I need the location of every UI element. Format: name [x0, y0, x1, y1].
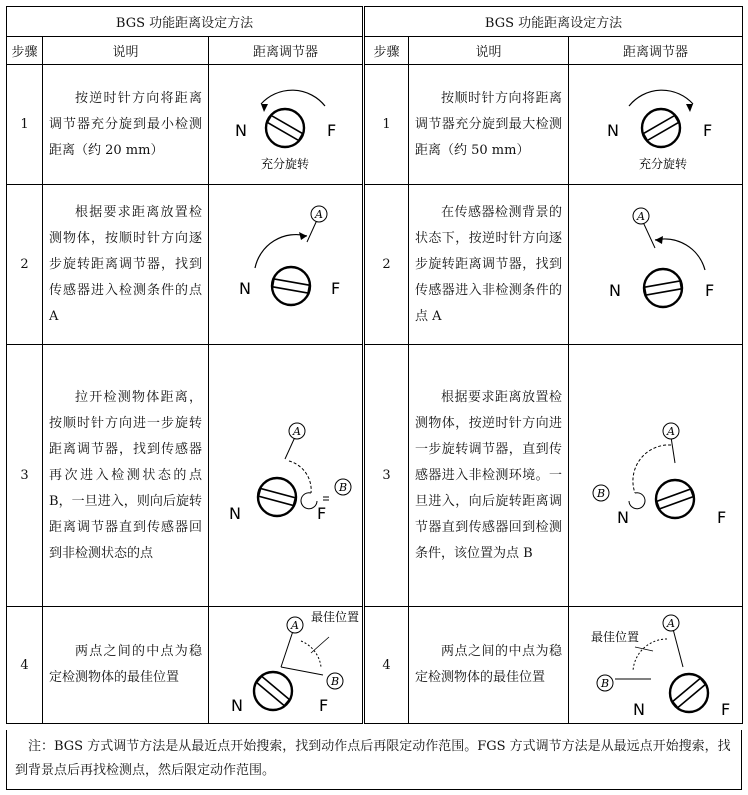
- distance-adjuster-figure: [569, 345, 743, 607]
- step-number: 1: [7, 65, 43, 185]
- table-row: [7, 185, 363, 345]
- distance-adjuster-figure: [569, 607, 743, 724]
- near-label: N: [632, 700, 645, 719]
- right-header-adjuster: 距离调节器: [569, 37, 743, 65]
- step-description: 在传感器检测背景的状态下，按逆时针方向逐步旋转距离调节器，找到传感器进入非检测条件的点 A: [409, 185, 569, 345]
- knob-diagram: [211, 190, 361, 340]
- left-header-desc: 说明: [43, 37, 209, 65]
- near-label: N: [234, 120, 247, 140]
- knob-diagram: [211, 70, 361, 180]
- point-a-label: A: [292, 424, 301, 438]
- far-label: F: [318, 696, 328, 715]
- far-label: F: [716, 507, 726, 527]
- rotate-fully-caption: 充分旋转: [638, 156, 687, 171]
- table-row: [7, 607, 363, 724]
- right-header-desc: 说明: [409, 37, 569, 65]
- table-row: [7, 345, 363, 607]
- left-header-adjuster: 距离调节器: [209, 37, 363, 65]
- best-position-label: 最佳位置: [310, 610, 359, 624]
- step-number: 1: [365, 65, 409, 185]
- point-a-label: A: [314, 207, 323, 221]
- near-label: N: [228, 503, 241, 523]
- far-label: F: [720, 700, 730, 719]
- near-label: N: [606, 120, 619, 140]
- step-number: 3: [365, 345, 409, 607]
- far-label: F: [702, 120, 712, 140]
- left-table-title: BGS 功能距离设定方法: [7, 7, 363, 37]
- table-row: [365, 65, 743, 185]
- step-description: 按顺时针方向将距离调节器充分旋到最大检测距离（约 50 mm）: [409, 65, 569, 185]
- rotate-fully-caption: 充分旋转: [260, 156, 309, 171]
- knob-diagram: [571, 607, 741, 723]
- best-position-label: 最佳位置: [590, 630, 639, 644]
- far-label: F: [330, 278, 340, 298]
- point-b-label: B: [596, 486, 605, 500]
- distance-adjuster-figure: [209, 607, 363, 724]
- point-b-label: B: [330, 675, 339, 688]
- distance-adjuster-figure: [569, 185, 743, 345]
- knob-diagram: [571, 70, 741, 180]
- step-number: 3: [7, 345, 43, 607]
- step-description: 按逆时针方向将距离调节器充分旋到最小检测距离（约 20 mm）: [43, 65, 209, 185]
- step-number: 4: [365, 607, 409, 724]
- step-number: 2: [365, 185, 409, 345]
- step-description: 两点之间的中点为稳定检测物体的最佳位置: [43, 607, 209, 724]
- distance-adjuster-figure: [209, 65, 363, 185]
- point-a-label: A: [290, 619, 299, 632]
- distance-adjuster-figure: [209, 185, 363, 345]
- footnote: 注：BGS 方式调节方法是从最近点开始搜索，找到动作点后再限定动作范围。FGS 方式调节方法是从最远点开始搜索，找到背景点后再找检测点，然后限定动作范围。: [6, 730, 742, 790]
- far-label: F: [316, 503, 326, 523]
- right-table: [364, 6, 743, 724]
- point-b-label: B: [600, 677, 609, 690]
- distance-adjuster-figure: [209, 345, 363, 607]
- near-label: N: [238, 278, 251, 298]
- point-a-label: A: [666, 424, 675, 438]
- knob-diagram: [571, 401, 741, 551]
- knob-diagram: [571, 190, 741, 340]
- point-b-label: B: [338, 480, 347, 494]
- right-header-step: 步骤: [365, 37, 409, 65]
- point-a-label: A: [666, 617, 675, 630]
- step-description: 拉开检测物体距离，按顺时针方向进一步旋转距离调节器，找到传感器再次进入检测状态的点 B，一旦进入，则向后旋转距离调节器直到传感器回到非检测状态的点: [43, 345, 209, 607]
- step-description: 根据要求距离放置检测物体，按逆时针方向进一步旋转调节器，直到传感器进入非检测环境。一旦进入，向后旋转距离调节器直到传感器回到检测条件，该位置为点 B: [409, 345, 569, 607]
- step-description: 根据要求距离放置检测物体，按顺时针方向逐步旋转距离调节器，找到传感器进入检测条件的点 A: [43, 185, 209, 345]
- step-number: 4: [7, 607, 43, 724]
- table-row: [365, 345, 743, 607]
- right-table-title: BGS 功能距离设定方法: [365, 7, 743, 37]
- step-description: 两点之间的中点为稳定检测物体的最佳位置: [409, 607, 569, 724]
- distance-adjuster-figure: [569, 65, 743, 185]
- table-row: [365, 185, 743, 345]
- knob-diagram: [211, 401, 361, 551]
- point-a-label: A: [636, 209, 645, 223]
- near-label: N: [230, 696, 243, 715]
- far-label: F: [704, 280, 714, 300]
- left-table: [6, 6, 363, 724]
- table-row: [365, 607, 743, 724]
- left-header-step: 步骤: [7, 37, 43, 65]
- far-label: F: [326, 120, 336, 140]
- step-number: 2: [7, 185, 43, 345]
- near-label: N: [608, 280, 621, 300]
- near-label: N: [616, 507, 629, 527]
- knob-diagram: [211, 607, 361, 723]
- table-row: [7, 65, 363, 185]
